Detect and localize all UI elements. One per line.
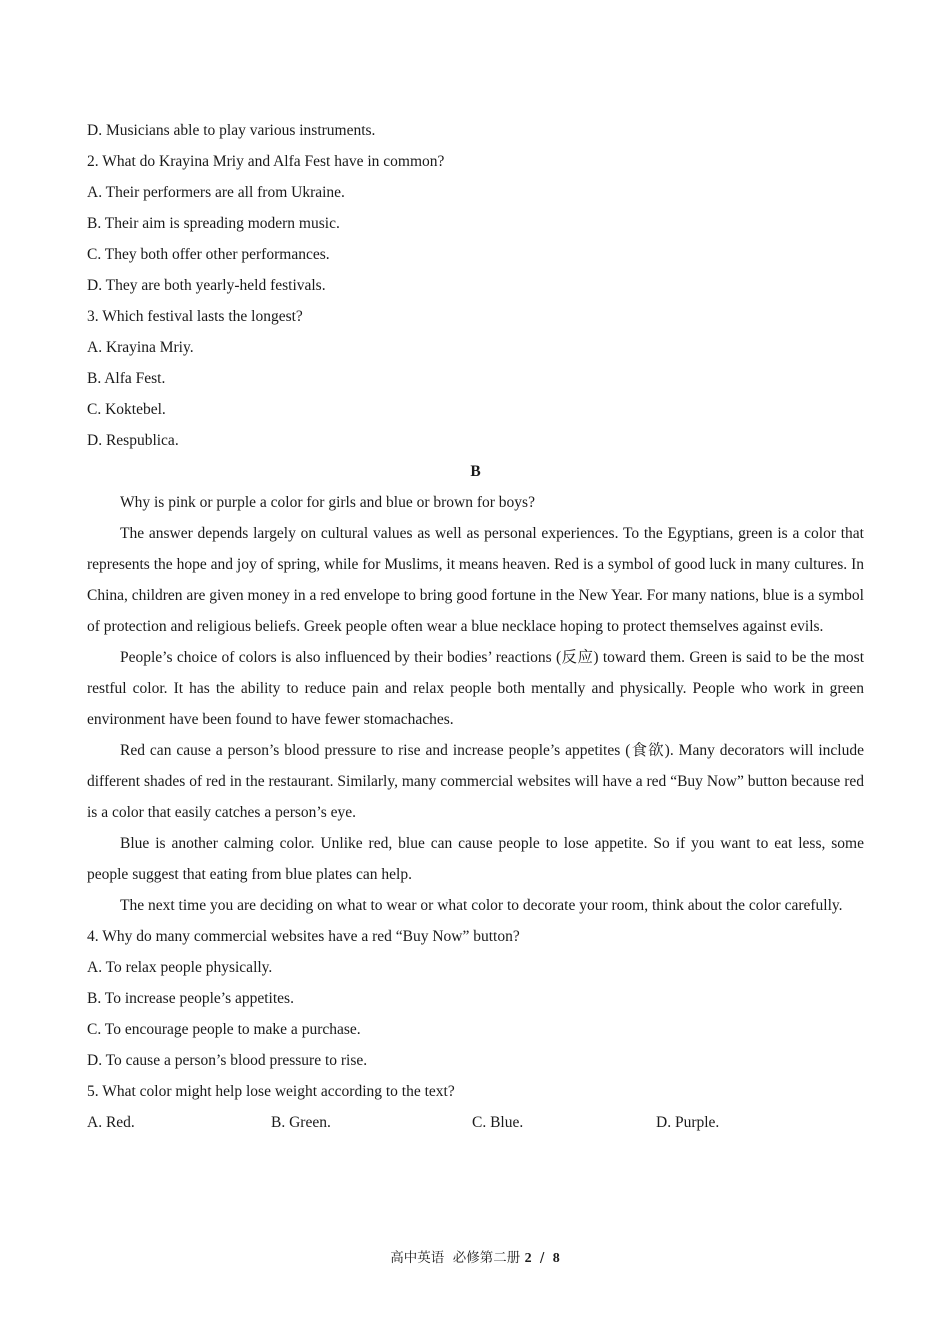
- q3-question: 3. Which festival lasts the longest?: [87, 308, 303, 325]
- page-footer: [0, 1246, 950, 1267]
- footer-title: 高中英语 必修第二册: [390, 1250, 521, 1266]
- passage-paragraph: Blue is another calming color. Unlike red, blue can cause people to lose appetite. So if you want to eat less, some people suggest that eating from blue plates can help.: [87, 835, 864, 883]
- passage-paragraph: Why is pink or purple a color for girls and blue or brown for boys?: [120, 494, 535, 511]
- q5-option-c: C. Blue.: [472, 1114, 524, 1131]
- page-number: 2: [524, 1251, 532, 1266]
- q2-option-d: D. They are both yearly-held festivals.: [87, 277, 326, 294]
- page-content: [87, 115, 864, 1138]
- q4-question: 4. Why do many commercial websites have a red “Buy Now” button?: [87, 928, 520, 945]
- q4-option-b: B. To increase people’s appetites.: [87, 990, 294, 1007]
- q3-option-a: A. Krayina Mriy.: [87, 339, 194, 356]
- section-b-heading: B: [470, 463, 481, 480]
- q5-question: 5. What color might help lose weight according to the text?: [87, 1083, 455, 1100]
- q5-option-d: D. Purple.: [656, 1114, 720, 1131]
- q2-question: 2. What do Krayina Mriy and Alfa Fest have in common?: [87, 153, 445, 170]
- q3-option-c: C. Koktebel.: [87, 401, 166, 418]
- q4-option-d: D. To cause a person’s blood pressure to rise.: [87, 1052, 368, 1069]
- q3-option-d: D. Respublica.: [87, 432, 179, 449]
- passage-paragraph: The next time you are deciding on what to wear or what color to decorate your room, think about the color carefully.: [120, 897, 843, 914]
- passage-paragraph: The answer depends largely on cultural values as well as personal experiences. To the Egyptians, green is a color that represents the hope and joy of spring, while for Muslims, it means heaven. Red is a symbol of good luck in many cultures. In China, children are given money in a red envelope to bring good fortune in the New Year. For many nations, blue is a symbol of protection and religious beliefs. Greek people often wear a blue necklace hoping to protect themselves against evils.: [87, 525, 864, 635]
- passage-paragraph: Red can cause a person’s blood pressure to rise and increase people’s appetites (食欲). Many decorators will include different shades of red in the restaurant. Similarly, many commercial websites will have a red “Buy Now” button because red is a color that easily catches a person’s eye.: [87, 742, 864, 821]
- q4-option-c: C. To encourage people to make a purchase.: [87, 1021, 361, 1038]
- q5-options: [87, 1107, 864, 1138]
- q2-option-a: A. Their performers are all from Ukraine.: [87, 184, 345, 201]
- q5-option-b: B. Green.: [271, 1114, 331, 1131]
- page-total: 8: [552, 1251, 560, 1266]
- q2-option-c: C. They both offer other performances.: [87, 246, 330, 263]
- q2-option-b: B. Their aim is spreading modern music.: [87, 215, 340, 232]
- passage-paragraph: People’s choice of colors is also influenced by their bodies’ reactions (反应) toward them. Green is said to be the most restful color. It has the ability to reduce pain and relax people both mentally and physically. People who work in green environment have been found to have fewer stomachaches.: [87, 649, 864, 728]
- q1-option-d: D. Musicians able to play various instruments.: [87, 122, 376, 139]
- q5-option-a: A. Red.: [87, 1114, 135, 1131]
- q4-option-a: A. To relax people physically.: [87, 959, 273, 976]
- q3-option-b: B. Alfa Fest.: [87, 370, 166, 387]
- page-separator: /: [539, 1250, 545, 1266]
